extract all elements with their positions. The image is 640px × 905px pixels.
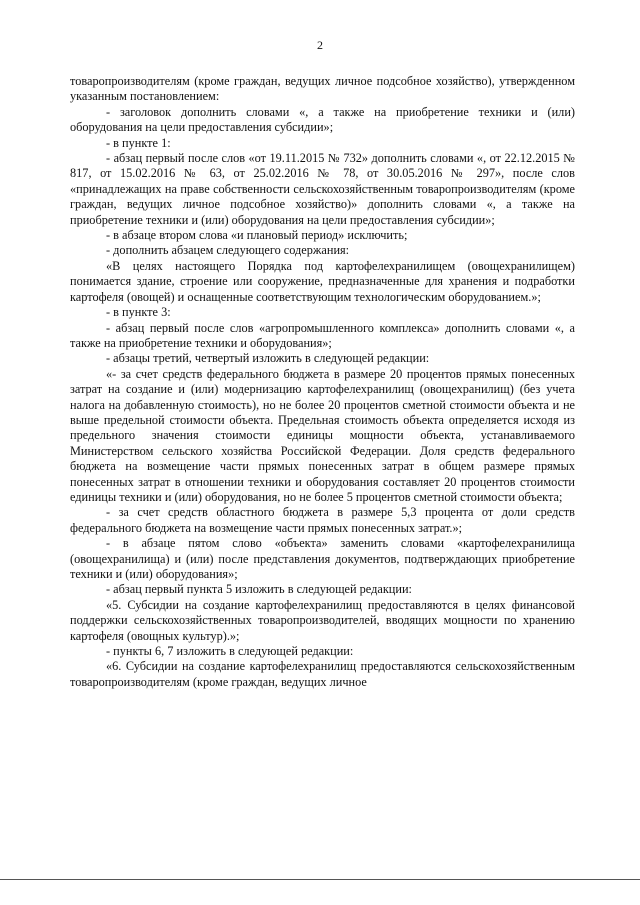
paragraph: - заголовок дополнить словами «, а также на приобретение техники и (или) оборудования на цели предоставления субсидии»; xyxy=(70,104,575,135)
paragraph: - в абзаце пятом слово «объекта» заменить словами «картофелехранилища (овощехранилища) и (или) после представления документов, подтверждающих приобретение техники и (или) оборудования»; xyxy=(70,536,575,581)
paragraph: «5. Субсидии на создание картофелехранилищ предоставляются в целях финансовой поддержки сельскохозяйственных товаропроизводителей, вводящих мощности по хранению картофеля (овощных культур).»; xyxy=(70,597,575,643)
paragraph: - в абзаце втором слова «и плановый период» исключить; xyxy=(106,228,408,243)
document-body xyxy=(70,74,575,690)
paragraph: товаропроизводителям (кроме граждан, ведущих личное подсобное хозяйство), утвержденном указанным постановлением: xyxy=(70,74,575,104)
paragraph: - пункты 6, 7 изложить в следующей редакции: xyxy=(106,644,354,659)
paragraph: - абзац первый после слов «агропромышленного комплекса» дополнить словами «, а также на приобретение техники и оборудования»; xyxy=(70,320,575,350)
paragraph: «6. Субсидии на создание картофелехранилищ предоставляются сельскохозяйственным товаропроизводителям (кроме граждан, ведущих личное xyxy=(70,659,575,689)
paragraph: - дополнить абзацем следующего содержания: xyxy=(106,243,350,258)
paragraph: - в пункте 3: xyxy=(106,305,171,320)
paragraph: «- за счет средств федерального бюджета в размере 20 процентов прямых понесенных затрат на создание и (или) модернизацию картофелехранилищ (овощехранилищ) (без учета налога на добавленную стоимость), но не более 20 процентов сметной стоимости объекта и не выше предельной стоимости объекта. Предельная стоимость объекта определяется исходя из предельного значения стоимости единицы мощности объекта, устанавливаемого Министерством сельского хозяйства Российской Федерации. Доля средств федерального бюджета на возмещение части прямых понесенных затрат в общем размере прямых понесенных затрат в отношении техники и оборудования составляет 20 процентов стоимости единицы техники и (или) оборудования, но не более 5 процентов сметной стоимости объекта; xyxy=(70,366,575,504)
paragraph: - в пункте 1: xyxy=(106,135,171,150)
paragraph: - абзац первый после слов «от 19.11.2015 № 732» дополнить словами «, от 22.12.2015 № 817, от 15.02.2016 № 63, от 25.02.2016 № 78, от 30.05.2016 № 297», после слов «принадлежащих на праве собственности сельскохозяйственным товаропроизводителям (кроме граждан, ведущих личное подсобное хозяйство)» дополнить словами «, а также на приобретение техники и (или) оборудования на цели предоставления субсидии»; xyxy=(70,151,575,227)
page-number: 2 xyxy=(317,38,323,52)
paragraph: - абзацы третий, четвертый изложить в следующей редакции: xyxy=(106,351,430,366)
paragraph: «В целях настоящего Порядка под картофелехранилищем (овощехранилищем) понимается здание, строение или сооружение, предназначенные для хранения и подработки картофеля (овощей) и оснащенные соответствующим технологическим оборудованием.»; xyxy=(70,258,575,304)
paragraph: - за счет средств областного бюджета в размере 5,3 процента от доли средств федерального бюджета на возмещение части прямых понесенных затрат.»; xyxy=(70,505,575,535)
paragraph: - абзац первый пункта 5 изложить в следующей редакции: xyxy=(106,582,412,597)
bottom-rule xyxy=(0,879,640,880)
